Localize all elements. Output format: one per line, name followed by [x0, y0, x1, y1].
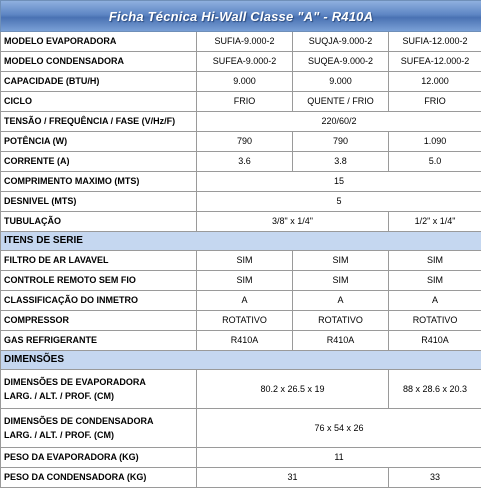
row-label: TUBULAÇÃO: [1, 212, 197, 232]
row-label: [1, 409, 197, 448]
table-row: [1, 291, 481, 311]
cell: 790: [197, 132, 293, 152]
cell: 15: [197, 172, 481, 192]
cell: 12.000: [389, 72, 481, 92]
row-label-line1: DIMENSÕES DE EVAPORADORA: [4, 377, 146, 387]
table-row: [1, 192, 481, 212]
cell: R410A: [389, 331, 481, 351]
cell: SUFEA-12.000-2: [389, 52, 481, 72]
cell: 80.2 x 26.5 x 19: [197, 370, 389, 409]
cell: 3.6: [197, 152, 293, 172]
cell: R410A: [197, 331, 293, 351]
cell: FRIO: [197, 92, 293, 112]
table-row: [1, 271, 481, 291]
row-label: MODELO CONDENSADORA: [1, 52, 197, 72]
table-row: [1, 448, 481, 468]
title-row: [1, 1, 481, 32]
cell: R410A: [293, 331, 389, 351]
table-row: [1, 112, 481, 132]
row-label: CONTROLE REMOTO SEM FIO: [1, 271, 197, 291]
cell: A: [293, 291, 389, 311]
row-label: CICLO: [1, 92, 197, 112]
cell: SIM: [293, 251, 389, 271]
table-row: [1, 331, 481, 351]
row-label: TENSÃO / FREQUÊNCIA / FASE (V/Hz/F): [1, 112, 197, 132]
cell: 5: [197, 192, 481, 212]
row-label: PESO DA EVAPORADORA (KG): [1, 448, 197, 468]
cell: SIM: [197, 271, 293, 291]
row-label: DESNIVEL (MTS): [1, 192, 197, 212]
cell: SUQJA-9.000-2: [293, 32, 389, 52]
cell: SIM: [293, 271, 389, 291]
cell: SIM: [197, 251, 293, 271]
table-row: [1, 409, 481, 448]
cell: QUENTE / FRIO: [293, 92, 389, 112]
row-label-line2: LARG. / ALT. / PROF. (CM): [4, 430, 114, 440]
table-row: [1, 251, 481, 271]
cell: 11: [197, 448, 481, 468]
section-title: DIMENSÕES: [1, 351, 481, 370]
cell: 3.8: [293, 152, 389, 172]
row-label-line1: DIMENSÕES DE CONDENSADORA: [4, 416, 154, 426]
cell: 790: [293, 132, 389, 152]
page-title: Ficha Técnica Hi-Wall Classe "A" - R410A: [1, 1, 481, 31]
cell: SUFIA-12.000-2: [389, 32, 481, 52]
table-row: [1, 172, 481, 192]
section-title: ITENS DE SERIE: [1, 232, 481, 251]
cell: 3/8" x 1/4": [197, 212, 389, 232]
row-label: MODELO EVAPORADORA: [1, 32, 197, 52]
cell: 1/2" x 1/4": [389, 212, 481, 232]
table-row: [1, 152, 481, 172]
cell: ROTATIVO: [197, 311, 293, 331]
cell: SIM: [389, 251, 481, 271]
table-row: [1, 52, 481, 72]
section-header-itens-serie: [1, 232, 481, 251]
cell: 220/60/2: [197, 112, 481, 132]
row-label: COMPRIMENTO MAXIMO (MTS): [1, 172, 197, 192]
row-label: PESO DA CONDENSADORA (KG): [1, 468, 197, 488]
cell: SUQEA-9.000-2: [293, 52, 389, 72]
cell: 31: [197, 468, 389, 488]
cell: A: [389, 291, 481, 311]
cell: 88 x 28.6 x 20.3: [389, 370, 481, 409]
row-label: CORRENTE (A): [1, 152, 197, 172]
table-row: [1, 132, 481, 152]
row-label: COMPRESSOR: [1, 311, 197, 331]
table-row: [1, 32, 481, 52]
cell: ROTATIVO: [389, 311, 481, 331]
table-row: [1, 311, 481, 331]
table-row: [1, 468, 481, 488]
table-row: [1, 72, 481, 92]
table-row: [1, 212, 481, 232]
row-label: FILTRO DE AR LAVAVEL: [1, 251, 197, 271]
cell: A: [197, 291, 293, 311]
cell: SUFIA-9.000-2: [197, 32, 293, 52]
cell: ROTATIVO: [293, 311, 389, 331]
table-row: [1, 92, 481, 112]
cell: SIM: [389, 271, 481, 291]
row-label: CLASSIFICAÇÃO DO INMETRO: [1, 291, 197, 311]
cell: 9.000: [197, 72, 293, 92]
cell: 76 x 54 x 26: [197, 409, 481, 448]
cell: 33: [389, 468, 481, 488]
cell: 9.000: [293, 72, 389, 92]
table-row: [1, 370, 481, 409]
cell: SUFEA-9.000-2: [197, 52, 293, 72]
row-label: POTÊNCIA (W): [1, 132, 197, 152]
row-label: CAPACIDADE (BTU/H): [1, 72, 197, 92]
cell: 1.090: [389, 132, 481, 152]
row-label: [1, 370, 197, 409]
cell: FRIO: [389, 92, 481, 112]
section-header-dimensoes: [1, 351, 481, 370]
row-label: GAS REFRIGERANTE: [1, 331, 197, 351]
row-label-line2: LARG. / ALT. / PROF. (CM): [4, 391, 114, 401]
cell: 5.0: [389, 152, 481, 172]
